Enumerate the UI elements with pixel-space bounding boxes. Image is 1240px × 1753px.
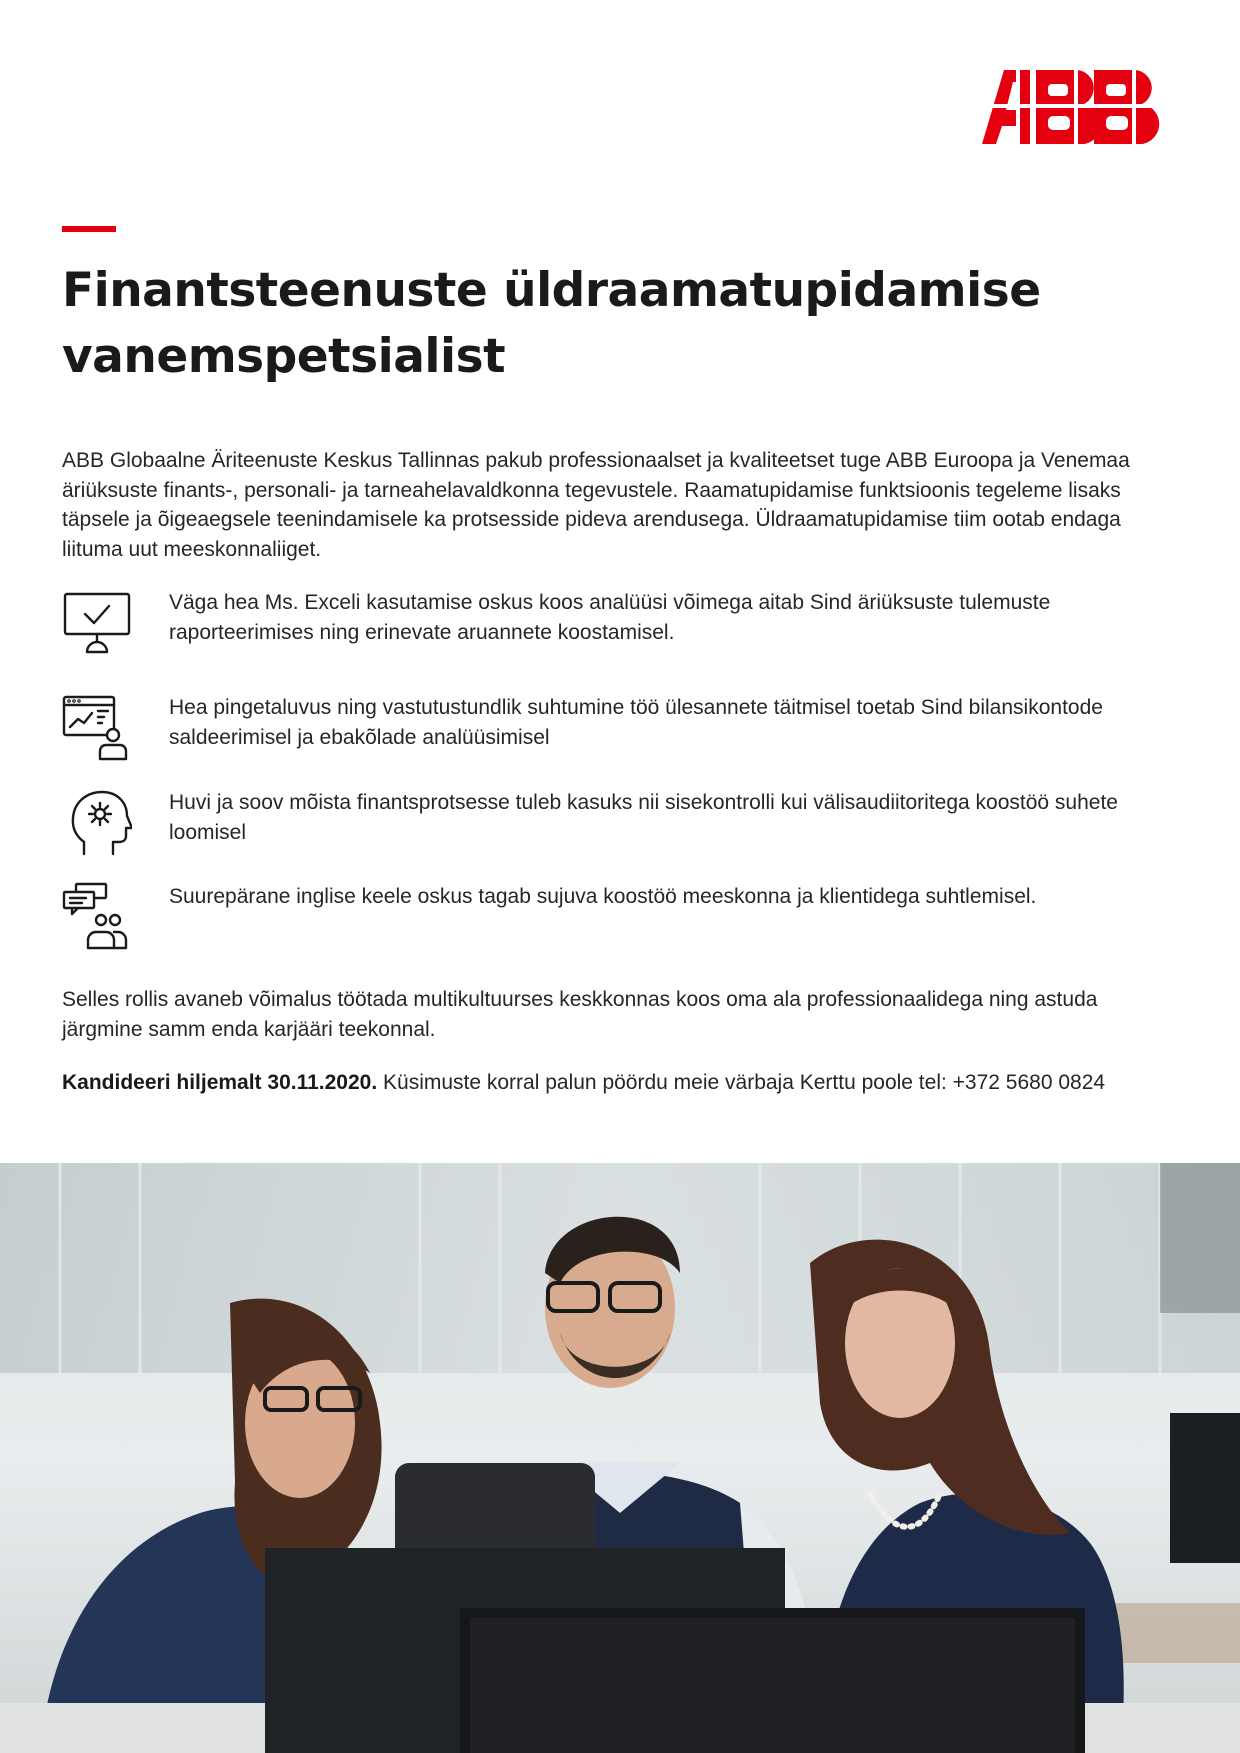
- feature-item: [62, 788, 1182, 888]
- feature-text: Hea pingetaluvus ning vastutustundlik suhtumine töö ülesannete täitmisel toetab Sind bilansikontode saldeerimisel ja ebakõlade analüüsimisel: [169, 696, 1103, 749]
- team-photo: [0, 1163, 1240, 1753]
- page-title: [62, 258, 1162, 390]
- abb-logo-mark: [982, 70, 1178, 144]
- head-gear-icon: [62, 788, 132, 858]
- feature-text: Väga hea Ms. Exceli kasutamise oskus koos analüüsi võimega aitab Sind äriüksuste tulemuste raporteerimises ning erinevate aruannete koostamisel.: [169, 591, 1051, 644]
- feature-item: [62, 882, 1182, 982]
- intro-paragraph: ABB Globaalne Äriteenuste Keskus Tallinnas pakub professionaalset ja kvaliteetset tuge ABB Euroopa ja Venemaa äriüksuste finants-, personali- ja tarneahelavaldkonna tegevustele. Raamatupidamise funktsioonis tegeleme lisaks täpsele ja õigeaegsele teenindamisele ka protsesside pideva arendusega. Üldraamatupidamise tiim ootab endaga liituma uut meeskonnaliiget.: [62, 449, 1130, 561]
- apply-paragraph: [62, 1068, 1182, 1098]
- dashboard-person-icon: [62, 693, 132, 763]
- feature-item: [62, 588, 1182, 688]
- feature-text: Suurepärane inglise keele oskus tagab sujuva koostöö meeskonna ja klientidega suhtlemisel.: [169, 885, 1037, 908]
- title-line-2: vanemspetsialist: [62, 329, 506, 384]
- deadline-text: Kandideeri hiljemalt 30.11.2020.: [62, 1071, 378, 1094]
- feature-text: Huvi ja soov mõista finantsprotsesse tuleb kasuks nii sisekontrolli kui välisaudiitoritega koostöö suhete loomisel: [169, 791, 1118, 844]
- abb-logo: [982, 70, 1178, 144]
- chat-people-icon: [62, 882, 132, 952]
- contact-text: Küsimuste korral palun pöördu meie värbaja Kerttu poole tel: +372 5680 0824: [377, 1071, 1106, 1094]
- closing-paragraph: Selles rollis avaneb võimalus töötada multikultuurses keskkonnas koos oma ala professionaalidega ning astuda järgmine samm enda karjääri teekonnal.: [62, 988, 1098, 1041]
- accent-rule: [62, 226, 116, 232]
- feature-item: [62, 693, 1182, 793]
- title-line-1: Finantsteenuste üldraamatupidamise: [62, 263, 1041, 318]
- monitor-check-icon: [62, 588, 132, 658]
